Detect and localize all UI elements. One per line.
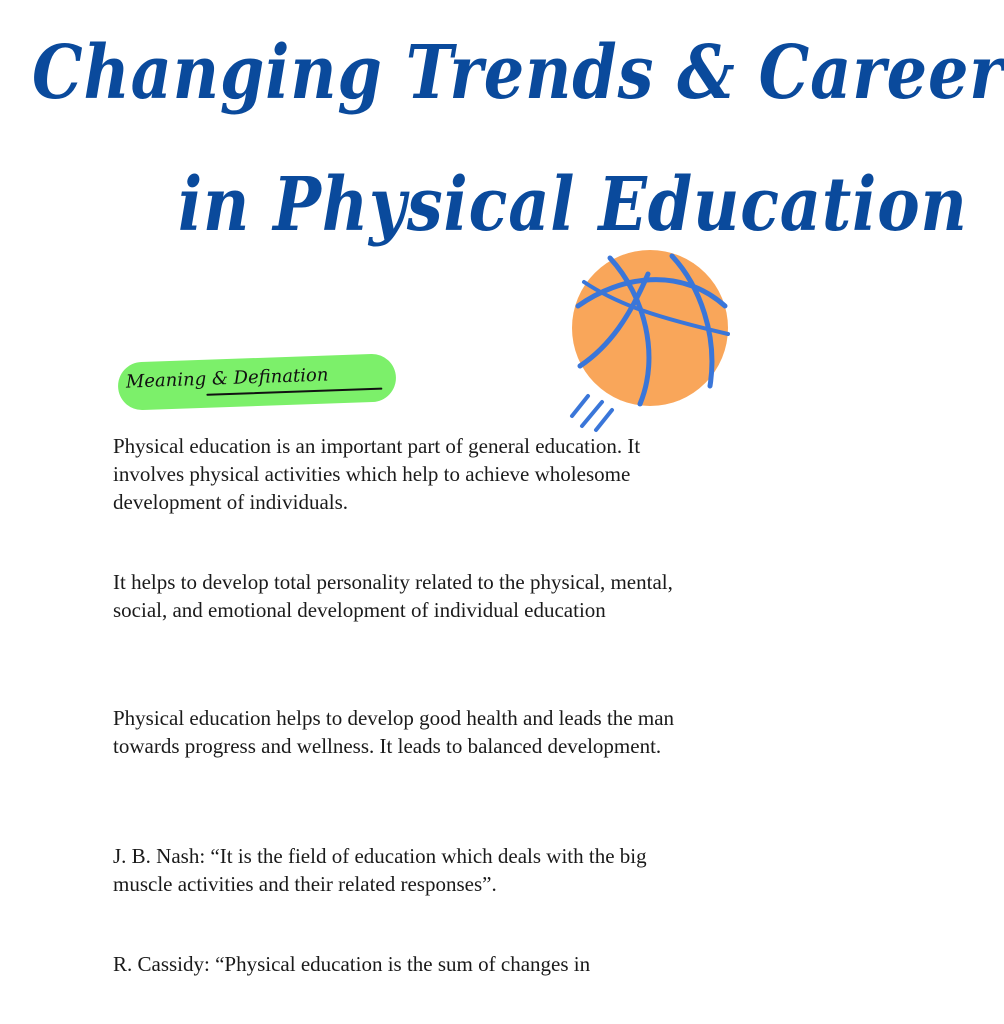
page-title-line-1: Changing Trends & Career: [32, 30, 1004, 116]
paragraph-1: Physical education is an important part of general education. It involves physical activities which help to achieve wholesome development of individuals.: [113, 434, 641, 514]
paragraph-5: R. Cassidy: “Physical education is the sum of changes in: [113, 952, 591, 976]
section-label-highlight: [117, 353, 397, 411]
paragraph-4: J. B. Nash: “It is the field of education which deals with the big muscle activities and their related responses”.: [113, 844, 647, 896]
section-label: Meaning & Defination: [125, 364, 329, 393]
paragraph-3: Physical education helps to develop good health and leads the man towards progress and wellness. It leads to balanced development.: [113, 706, 675, 758]
basketball-icon: [560, 246, 740, 446]
paragraph-2: It helps to develop total personality related to the physical, mental, social, and emotional development of individual education: [113, 570, 673, 622]
page-title-line-2: in Physical Education: [178, 162, 968, 248]
